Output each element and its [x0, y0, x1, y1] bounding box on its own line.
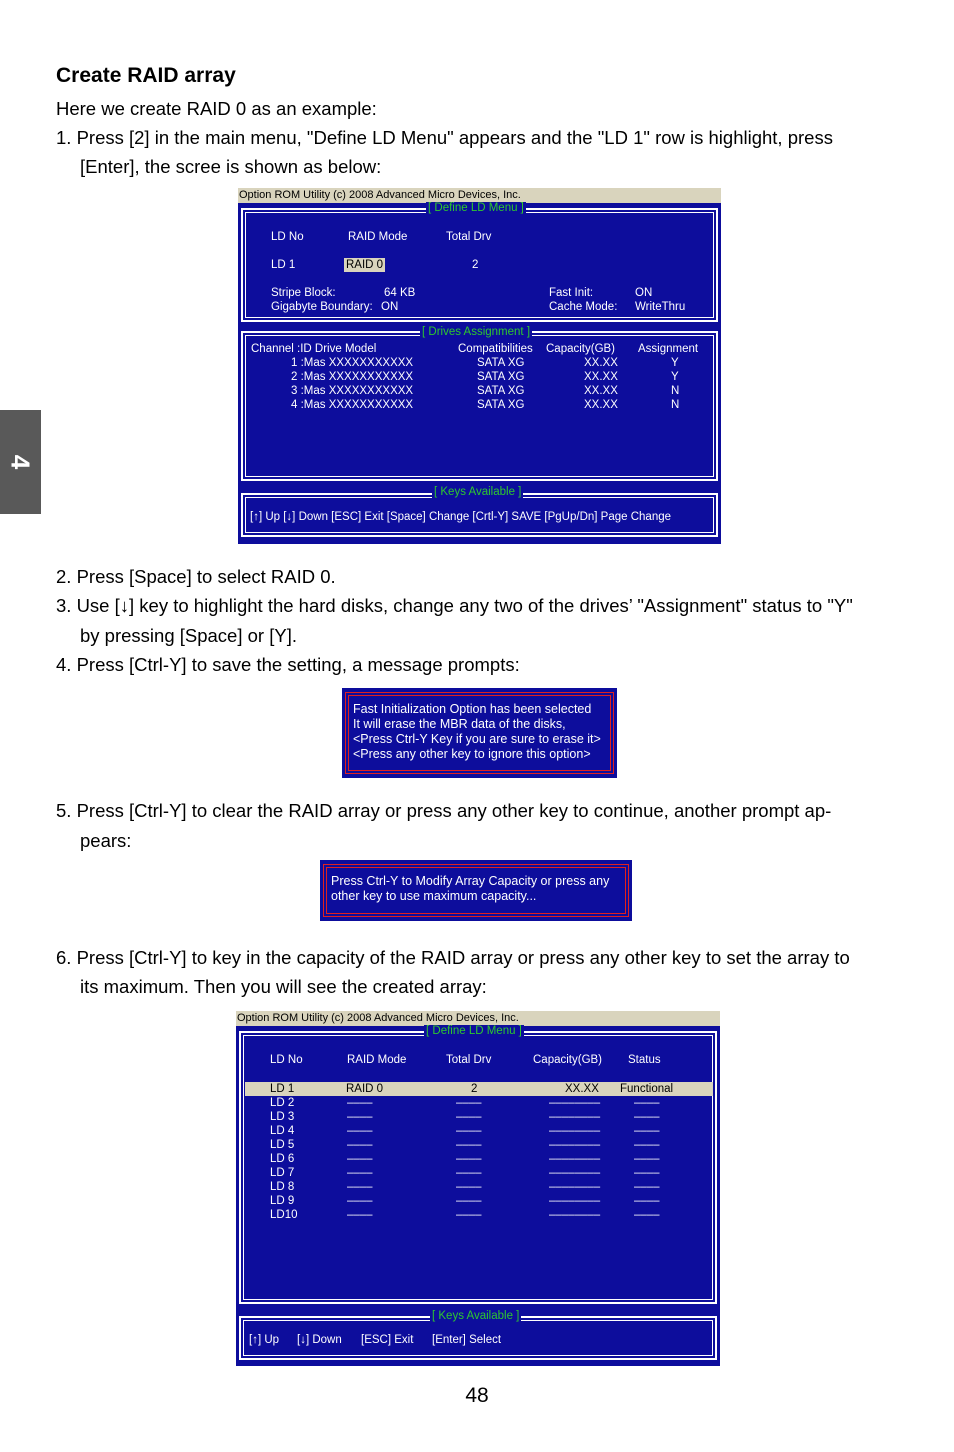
raid-mode: RAID 0: [346, 1083, 384, 1095]
status: Functional: [620, 1083, 674, 1095]
capacity: ––––––––: [549, 1209, 601, 1221]
raid-mode: ––––: [347, 1181, 373, 1193]
col-capacity: Capacity(GB): [546, 343, 616, 355]
status: ––––: [634, 1097, 660, 1109]
drive-model[interactable]: 1 :Mas XXXXXXXXXXX: [291, 357, 414, 369]
total-drv: ––––: [456, 1153, 482, 1165]
raid-mode: ––––: [347, 1153, 373, 1165]
total-drv-value: 2: [472, 259, 479, 271]
popup-message-line: Press Ctrl-Y to Modify Array Capacity or press any: [331, 874, 610, 888]
drive-assignment[interactable]: N: [671, 385, 680, 397]
cache-mode-value: WriteThru: [635, 301, 686, 313]
created-array-screen: [236, 1011, 720, 1366]
raid-mode-value[interactable]: RAID 0: [346, 259, 384, 271]
raid-mode: ––––: [347, 1167, 373, 1179]
fast-init-label: Fast Init:: [549, 287, 594, 299]
drive-compat: SATA XG: [477, 371, 525, 383]
total-drv: ––––: [456, 1097, 482, 1109]
status: ––––: [634, 1167, 660, 1179]
ld-number: LD 1: [270, 1083, 295, 1095]
drives-assignment-title: [ Drives Assignment ]: [422, 326, 531, 338]
drive-capacity: XX.XX: [584, 357, 618, 369]
section-title: Create RAID array: [56, 64, 236, 87]
col-capacity: Capacity(GB): [533, 1054, 603, 1066]
ld-number[interactable]: LD 7: [270, 1167, 295, 1179]
status: ––––: [634, 1153, 660, 1165]
popup-message-line: Fast Initialization Option has been selected: [353, 702, 592, 716]
utility-header: Option ROM Utility (c) 2008 Advanced Micro Devices, Inc.: [238, 188, 721, 203]
chapter-number: 4: [6, 454, 36, 470]
drive-compat: SATA XG: [477, 357, 525, 369]
status: ––––: [634, 1209, 660, 1221]
ld-number[interactable]: LD 9: [270, 1195, 295, 1207]
ld-number[interactable]: LD 4: [270, 1125, 295, 1137]
drive-capacity: XX.XX: [584, 399, 618, 411]
capacity: ––––––––: [549, 1195, 601, 1207]
total-drv: ––––: [456, 1125, 482, 1137]
col-assignment: Assignment: [638, 343, 699, 355]
col-raid-mode: RAID Mode: [348, 231, 408, 243]
drive-capacity: XX.XX: [584, 385, 618, 397]
capacity: XX.XX: [565, 1083, 599, 1095]
capacity: ––––––––: [549, 1153, 601, 1165]
key-enter: [Enter] Select: [432, 1334, 502, 1346]
total-drv: ––––: [456, 1209, 482, 1221]
total-drv: ––––: [456, 1167, 482, 1179]
ld-number[interactable]: LD 5: [270, 1139, 295, 1151]
ld-number[interactable]: LD 8: [270, 1181, 295, 1193]
drive-assignment[interactable]: Y: [671, 357, 679, 369]
drive-model[interactable]: 3 :Mas XXXXXXXXXXX: [291, 385, 414, 397]
popup-message-line: <Press any other key to ignore this option>: [353, 747, 591, 761]
capacity: ––––––––: [549, 1111, 601, 1123]
drive-model[interactable]: 4 :Mas XXXXXXXXXXX: [291, 399, 414, 411]
raid-mode: ––––: [347, 1111, 373, 1123]
raid-mode: ––––: [347, 1209, 373, 1221]
key-up: [↑] Up: [249, 1334, 280, 1346]
cache-mode-label: Cache Mode:: [549, 301, 618, 313]
capacity: ––––––––: [549, 1167, 601, 1179]
col-total-drv: Total Drv: [446, 1054, 492, 1066]
chapter-tab: [0, 410, 41, 514]
raid-mode: ––––: [347, 1195, 373, 1207]
stripe-block-value: 64 KB: [384, 287, 416, 299]
key-esc: [ESC] Exit: [361, 1334, 414, 1346]
col-compatibilities: Compatibilities: [458, 343, 533, 355]
keys-legend: [↑] Up [↓] Down [ESC] Exit [Space] Change [Crtl-Y] SAVE [PgUp/Dn] Page Change: [250, 511, 672, 523]
step6-line1: 6. Press [Ctrl-Y] to key in the capacity of the RAID array or press any other key to set the array to: [56, 947, 850, 968]
utility-header: Option ROM Utility (c) 2008 Advanced Micro Devices, Inc.: [236, 1011, 720, 1026]
step3-line1: 3. Use [↓] key to highlight the hard disks, change any two of the drives’ "Assignment" status to "Y": [56, 595, 853, 616]
drive-capacity: XX.XX: [584, 371, 618, 383]
popup-message-line: It will erase the MBR data of the disks,: [353, 717, 566, 731]
modify-capacity-popup: [320, 860, 632, 921]
key-down: [↓] Down: [297, 1334, 342, 1346]
capacity: ––––––––: [549, 1125, 601, 1137]
ld-number[interactable]: LD 3: [270, 1111, 295, 1123]
intro-text: Here we create RAID 0 as an example:: [56, 98, 377, 119]
ld-number: LD 1: [271, 259, 296, 271]
fast-init-popup: [342, 688, 617, 778]
ld-number[interactable]: LD 6: [270, 1153, 295, 1165]
col-total-drv: Total Drv: [446, 231, 492, 243]
popup-message-line: <Press Ctrl-Y Key if you are sure to erase it>: [353, 732, 601, 746]
keys-available-title: [ Keys Available ]: [434, 486, 522, 498]
capacity: ––––––––: [549, 1097, 601, 1109]
capacity: ––––––––: [549, 1139, 601, 1151]
drive-compat: SATA XG: [477, 399, 525, 411]
define-ld-title: [ Define LD Menu ]: [428, 202, 524, 214]
page-number: 48: [465, 1384, 489, 1407]
status: ––––: [634, 1111, 660, 1123]
popup-message-line: other key to use maximum capacity...: [331, 889, 537, 903]
step1-line1: 1. Press [2] in the main menu, "Define LD Menu" appears and the "LD 1" row is highlight, press: [56, 127, 833, 148]
raid-mode: ––––: [347, 1097, 373, 1109]
status: ––––: [634, 1139, 660, 1151]
stripe-block-label: Stripe Block:: [271, 287, 336, 299]
keys-available-title: [ Keys Available ]: [432, 1310, 520, 1322]
step5-line2: pears:: [80, 830, 132, 851]
col-ld-no: LD No: [271, 231, 304, 243]
col-ld-no: LD No: [270, 1054, 303, 1066]
step4-text: 4. Press [Ctrl-Y] to save the setting, a message prompts:: [56, 654, 520, 675]
define-ld-screen: [238, 188, 721, 544]
step6-line2: its maximum. Then you will see the created array:: [80, 976, 487, 997]
raid-mode: ––––: [347, 1139, 373, 1151]
total-drv: 2: [471, 1083, 478, 1095]
status: ––––: [634, 1125, 660, 1137]
col-channel: Channel :ID Drive Model: [251, 343, 377, 355]
ld-number[interactable]: LD10: [270, 1209, 298, 1221]
step2-text: 2. Press [Space] to select RAID 0.: [56, 566, 336, 587]
total-drv: ––––: [456, 1181, 482, 1193]
step1-line2: [Enter], the scree is shown as below:: [80, 156, 382, 177]
total-drv: ––––: [456, 1139, 482, 1151]
total-drv: ––––: [456, 1111, 482, 1123]
ld-number[interactable]: LD 2: [270, 1097, 295, 1109]
step5-line1: 5. Press [Ctrl-Y] to clear the RAID array or press any other key to continue, another prompt ap-: [56, 800, 832, 821]
fast-init-value: ON: [635, 287, 653, 299]
drive-compat: SATA XG: [477, 385, 525, 397]
status: ––––: [634, 1181, 660, 1193]
capacity: ––––––––: [549, 1181, 601, 1193]
raid-mode: ––––: [347, 1125, 373, 1137]
gigabyte-boundary-value: ON: [381, 301, 399, 313]
drive-assignment[interactable]: N: [671, 399, 680, 411]
define-ld-title: [ Define LD Menu ]: [426, 1025, 522, 1037]
gigabyte-boundary-label: Gigabyte Boundary:: [271, 301, 373, 313]
step3-line2: by pressing [Space] or [Y].: [80, 625, 297, 646]
col-raid-mode: RAID Mode: [347, 1054, 407, 1066]
status: ––––: [634, 1195, 660, 1207]
total-drv: ––––: [456, 1195, 482, 1207]
table-row-ld1[interactable]: [245, 1082, 713, 1096]
drive-model[interactable]: 2 :Mas XXXXXXXXXXX: [291, 371, 414, 383]
col-status: Status: [628, 1054, 661, 1066]
drive-assignment[interactable]: Y: [671, 371, 679, 383]
